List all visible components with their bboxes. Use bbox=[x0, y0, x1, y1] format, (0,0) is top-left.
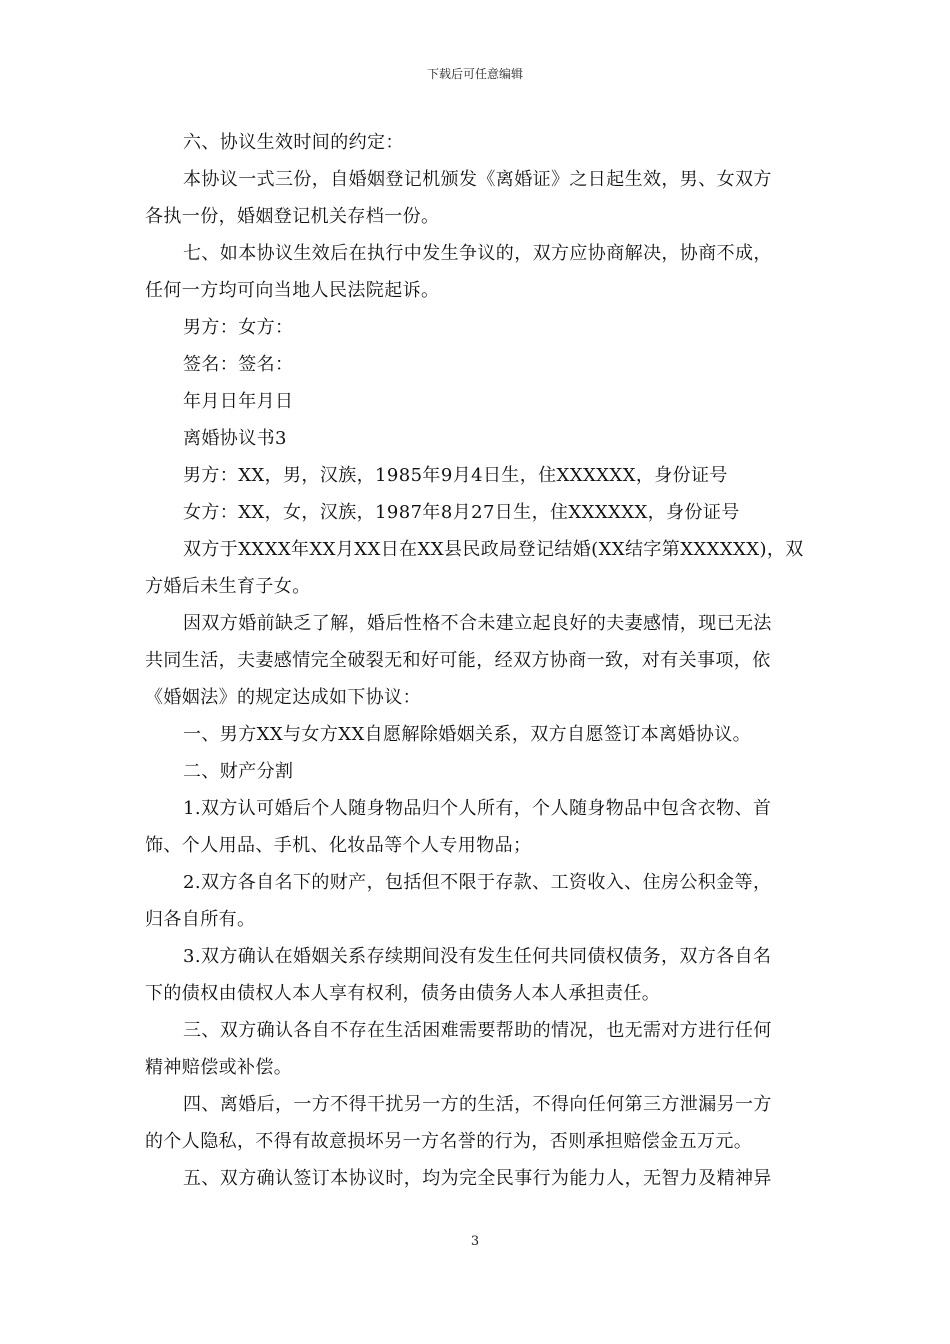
text-line: 离婚协议书3 bbox=[183, 428, 287, 449]
text-line: 女方：XX，女，汉族，1987年8月27日生，住XXXXXX，身份证号 bbox=[183, 502, 740, 523]
text-line: 共同生活，夫妻感情完全破裂无和好可能，经双方协商一致，对有关事项，依 bbox=[145, 650, 771, 671]
text-line: 年月日年月日 bbox=[183, 391, 294, 412]
text-line: 精神赔偿或补偿。 bbox=[145, 1057, 293, 1078]
text-line: 六、协议生效时间的约定： bbox=[183, 132, 404, 153]
text-line: 男方：XX，男，汉族，1985年9月4日生，住XXXXXX，身份证号 bbox=[183, 465, 728, 486]
text-line: 签名：签名： bbox=[183, 354, 294, 375]
text-line: 3.双方确认在婚姻关系存续期间没有发生任何共同债权债务，双方各自名 bbox=[183, 946, 772, 967]
text-line: 《婚姻法》的规定达成如下协议： bbox=[145, 687, 421, 708]
text-line: 方婚后未生育子女。 bbox=[145, 576, 311, 597]
text-line: 双方于XXXX年XX月XX日在XX县民政局登记结婚(XX结字第XXXXXX)，双 bbox=[183, 539, 804, 560]
document-body bbox=[145, 124, 807, 1197]
text-line: 二、财产分割 bbox=[183, 761, 294, 782]
text-line: 男方：女方： bbox=[183, 317, 294, 338]
text-line: 因双方婚前缺乏了解，婚后性格不合未建立起良好的夫妻感情，现已无法 bbox=[183, 613, 772, 634]
text-line: 任何一方均可向当地人民法院起诉。 bbox=[145, 280, 440, 301]
text-line: 五、双方确认签订本协议时，均为完全民事行为能力人，无智力及精神异 bbox=[183, 1168, 772, 1189]
text-line: 七、如本协议生效后在执行中发生争议的，双方应协商解决，协商不成， bbox=[183, 243, 772, 264]
text-line: 四、离婚后，一方不得干扰另一方的生活，不得向任何第三方泄漏另一方 bbox=[183, 1094, 772, 1115]
text-line: 一、男方XX与女方XX自愿解除婚姻关系，双方自愿签订本离婚协议。 bbox=[183, 724, 752, 745]
text-line: 归各自所有。 bbox=[145, 909, 256, 930]
text-line: 1.双方认可婚后个人随身物品归个人所有，个人随身物品中包含衣物、首 bbox=[183, 798, 772, 819]
text-line: 各执一份，婚姻登记机关存档一份。 bbox=[145, 206, 440, 227]
text-line: 的个人隐私，不得有故意损坏另一方名誉的行为，否则承担赔偿金五万元。 bbox=[145, 1131, 753, 1152]
text-line: 饰、个人用品、手机、化妆品等个人专用物品； bbox=[145, 835, 532, 856]
text-line: 三、双方确认各自不存在生活困难需要帮助的情况，也无需对方进行任何 bbox=[183, 1020, 772, 1041]
text-line: 2.双方各自名下的财产，包括但不限于存款、工资收入、住房公积金等， bbox=[183, 872, 772, 893]
text-line: 本协议一式三份，自婚姻登记机颁发《离婚证》之日起生效，男、女双方 bbox=[183, 169, 772, 190]
page-header: 下载后可任意编辑 bbox=[426, 67, 523, 81]
text-line: 下的债权由债权人本人享有权利，债务由债务人本人承担责任。 bbox=[145, 983, 661, 1004]
page-number: 3 bbox=[470, 1234, 480, 1249]
